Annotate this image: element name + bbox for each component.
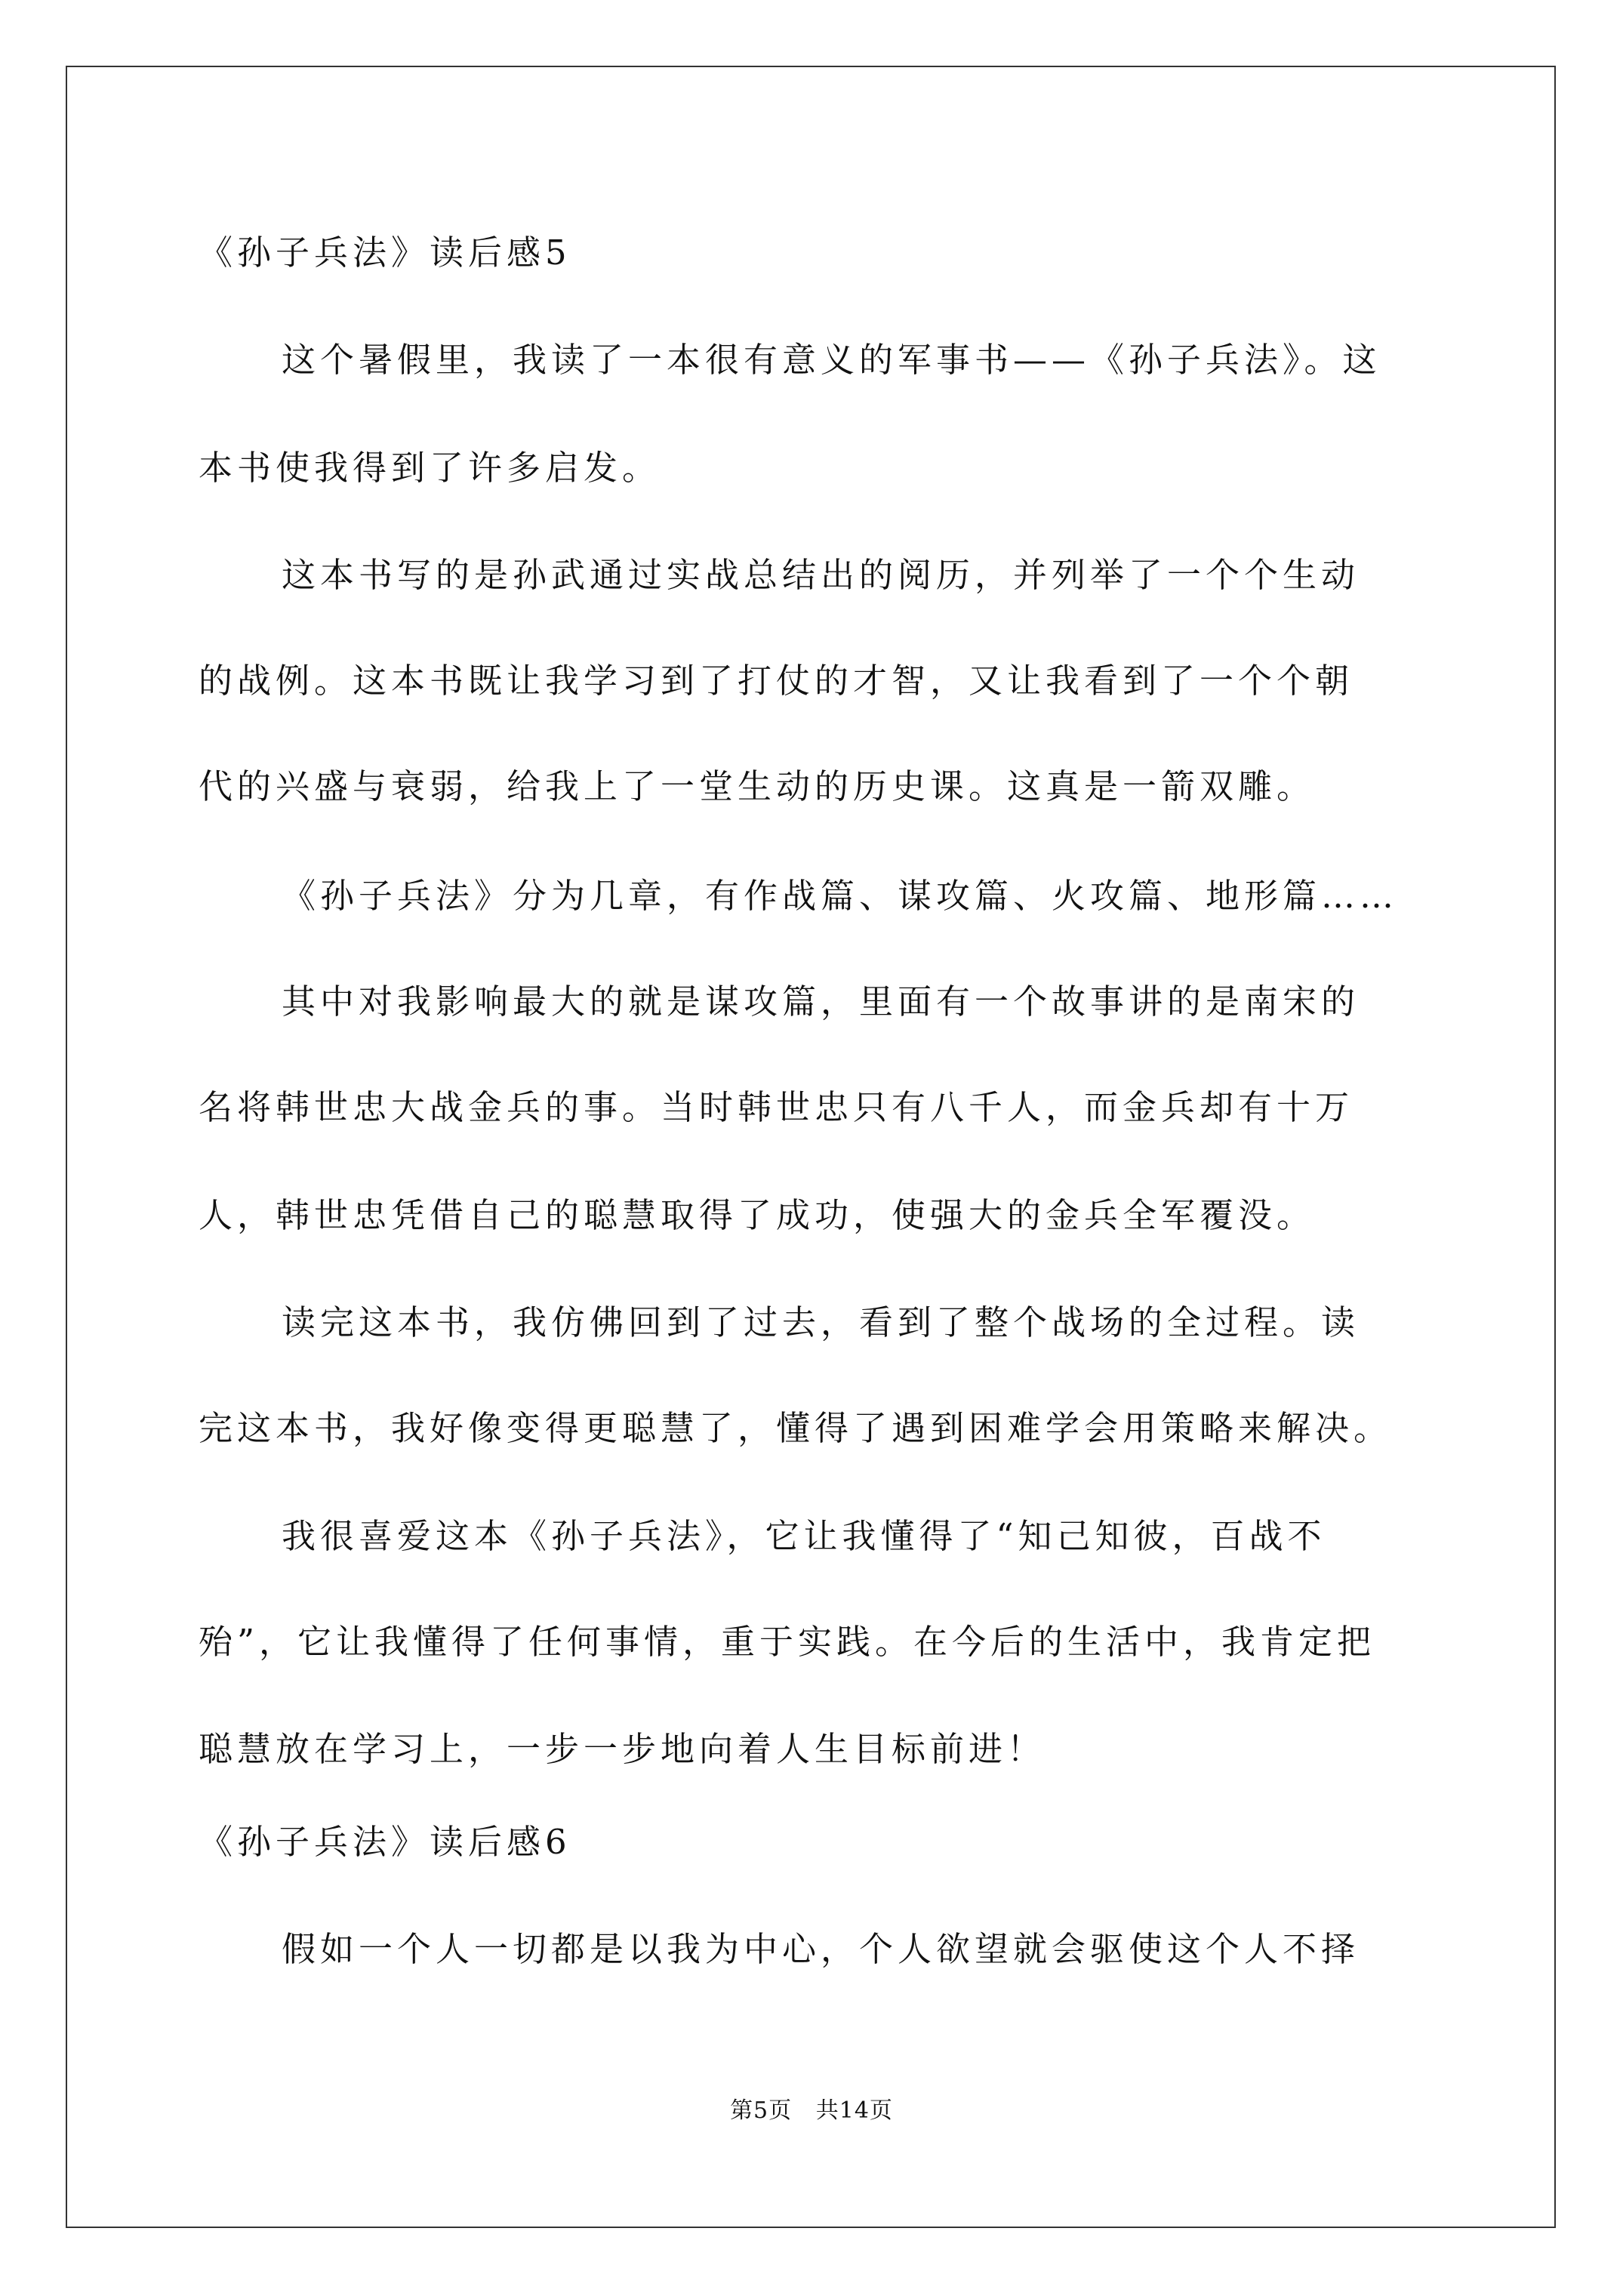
section-heading-6: 《孙子兵法》读后感6: [199, 1822, 571, 1862]
paragraph-line: 读完这本书，我仿佛回到了过去，看到了整个战场的全过程。读: [282, 1302, 1360, 1342]
paragraph-line: 代的兴盛与衰弱，给我上了一堂生动的历史课。这真是一箭双雕。: [199, 766, 1316, 806]
paragraph-line: 完这本书，我好像变得更聪慧了，懂得了遇到困难学会用策略来解决。: [199, 1408, 1393, 1448]
paragraph-line: 其中对我影响最大的就是谋攻篇，里面有一个故事讲的是南宋的: [282, 982, 1360, 1022]
page-border: [66, 66, 1556, 2228]
paragraph-line: 殆”，它让我懂得了任何事情，重于实践。在今后的生活中，我肯定把: [199, 1622, 1376, 1662]
paragraph-line: 这个暑假里，我读了一本很有意义的军事书——《孙子兵法》。这: [282, 340, 1381, 380]
page-footer: 第5页 共14页: [730, 2097, 893, 2124]
paragraph-line: 人，韩世忠凭借自己的聪慧取得了成功，使强大的金兵全军覆没。: [199, 1195, 1316, 1235]
section-heading-5: 《孙子兵法》读后感5: [199, 233, 571, 273]
paragraph-line: 的战例。这本书既让我学习到了打仗的才智，又让我看到了一个个朝: [199, 661, 1354, 701]
paragraph-line: 我很喜爱这本《孙子兵法》，它让我懂得了“知己知彼，百战不: [282, 1516, 1326, 1556]
paragraph-line: 这本书写的是孙武通过实战总结出的阅历，并列举了一个个生动: [282, 555, 1360, 595]
paragraph-line: 聪慧放在学习上，一步一步地向着人生目标前进！: [199, 1729, 1046, 1769]
paragraph-line: 本书使我得到了许多启发。: [199, 448, 661, 488]
paragraph-line: 名将韩世忠大战金兵的事。当时韩世忠只有八千人，而金兵却有十万: [199, 1087, 1354, 1127]
paragraph-line: 《孙子兵法》分为几章，有作战篇、谋攻篇、火攻篇、地形篇……: [282, 876, 1399, 916]
paragraph-line: 假如一个人一切都是以我为中心，个人欲望就会驱使这个人不择: [282, 1929, 1360, 1969]
